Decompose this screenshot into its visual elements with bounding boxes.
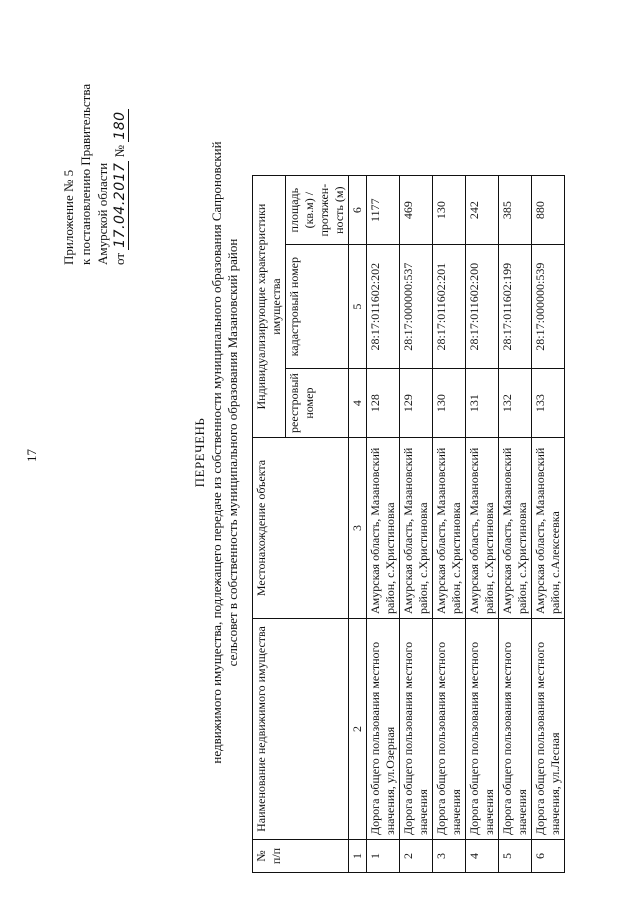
table-row	[499, 176, 532, 873]
handwritten-date: 17.04.2017	[112, 162, 128, 248]
col-number: 1	[349, 840, 367, 873]
row-reg-number: 133	[532, 369, 565, 438]
heading-line-2: сельсовет в собственность муниципального образования Мазановский район	[225, 238, 240, 667]
row-reg-number: 130	[433, 369, 466, 438]
appendix-title: Приложение № 5	[61, 169, 76, 265]
row-area: 469	[400, 176, 433, 245]
row-cadastral: 28:17:011602:199	[499, 245, 532, 369]
row-number: 1	[367, 840, 400, 873]
page-number: 17	[24, 449, 39, 462]
row-reg-number: 131	[466, 369, 499, 438]
row-cadastral: 28:17:011602:201	[433, 245, 466, 369]
row-number: 5	[499, 840, 532, 873]
row-area: 385	[499, 176, 532, 245]
row-location: Амурская область, Мазановский район, с.Христиновка	[433, 438, 466, 619]
row-cadastral: 28:17:000000:539	[532, 245, 565, 369]
handwritten-number: 180	[112, 111, 128, 140]
appendix-date-line	[111, 84, 129, 265]
heading-title: ПЕРЕЧЕНЬ	[192, 417, 207, 488]
row-name: Дорога общего пользования местного значения	[433, 619, 466, 840]
row-reg-number: 132	[499, 369, 532, 438]
header-name: Наименование недвижимого имущества	[253, 619, 349, 840]
column-number-row	[349, 176, 367, 873]
header-reg: реестровый номер	[286, 369, 349, 438]
table-row	[532, 176, 565, 873]
row-cadastral: 28:17:000000:537	[400, 245, 433, 369]
row-name: Дорога общего пользования местного значения	[400, 619, 433, 840]
header-area: площадь (кв.м) / протяжен-ность (м)	[286, 176, 349, 245]
row-number: 2	[400, 840, 433, 873]
row-location: Амурская область, Мазановский район, с.Алексеевка	[532, 438, 565, 619]
table-row	[466, 176, 499, 873]
row-area: 1177	[367, 176, 400, 245]
heading-line-1: недвижимого имущества, подлежащего передаче из собственности муниципального образования Сапроновский	[209, 141, 224, 764]
row-area: 242	[466, 176, 499, 245]
col-number: 5	[349, 245, 367, 369]
table-row	[433, 176, 466, 873]
row-location: Амурская область, Мазановский район, с.Христиновка	[367, 438, 400, 619]
row-reg-number: 129	[400, 369, 433, 438]
row-name: Дорога общего пользования местного значения	[466, 619, 499, 840]
row-area: 130	[433, 176, 466, 245]
row-name: Дорога общего пользования местного значения	[499, 619, 532, 840]
col-number: 2	[349, 619, 367, 840]
document-heading	[192, 0, 241, 905]
row-name: Дорога общего пользования местного значения, ул.Озерная	[367, 619, 400, 840]
appendix-resolution: к постановлению Правительства	[78, 83, 93, 265]
row-location: Амурская область, Мазановский район, с.Христиновка	[466, 438, 499, 619]
header-num: № п/п	[253, 840, 349, 873]
col-number: 3	[349, 438, 367, 619]
appendix-block	[60, 84, 129, 265]
table-header-row	[253, 176, 286, 873]
row-cadastral: 28:17:011602:200	[466, 245, 499, 369]
col-number: 6	[349, 176, 367, 245]
row-number: 3	[433, 840, 466, 873]
header-cadastral: кадастровый номер	[286, 245, 349, 369]
row-cadastral: 28:17:011602:202	[367, 245, 400, 369]
header-individual: Индивидуализирующие характеристики имущества	[253, 176, 286, 438]
row-number: 6	[532, 840, 565, 873]
row-name: Дорога общего пользования местного значения, ул.Лесная	[532, 619, 565, 840]
row-reg-number: 128	[367, 369, 400, 438]
row-location: Амурская область, Мазановский район, с.Христиновка	[499, 438, 532, 619]
header-location: Местонахождение объекта	[253, 438, 349, 619]
property-table	[252, 175, 565, 873]
table-row	[400, 176, 433, 873]
row-area: 880	[532, 176, 565, 245]
number-prefix: №	[112, 144, 127, 158]
date-prefix: от	[112, 252, 127, 265]
row-number: 4	[466, 840, 499, 873]
col-number: 4	[349, 369, 367, 438]
row-location: Амурская область, Мазановский район, с.Христиновка	[400, 438, 433, 619]
appendix-region: Амурской области	[95, 162, 110, 265]
table-row	[367, 176, 400, 873]
